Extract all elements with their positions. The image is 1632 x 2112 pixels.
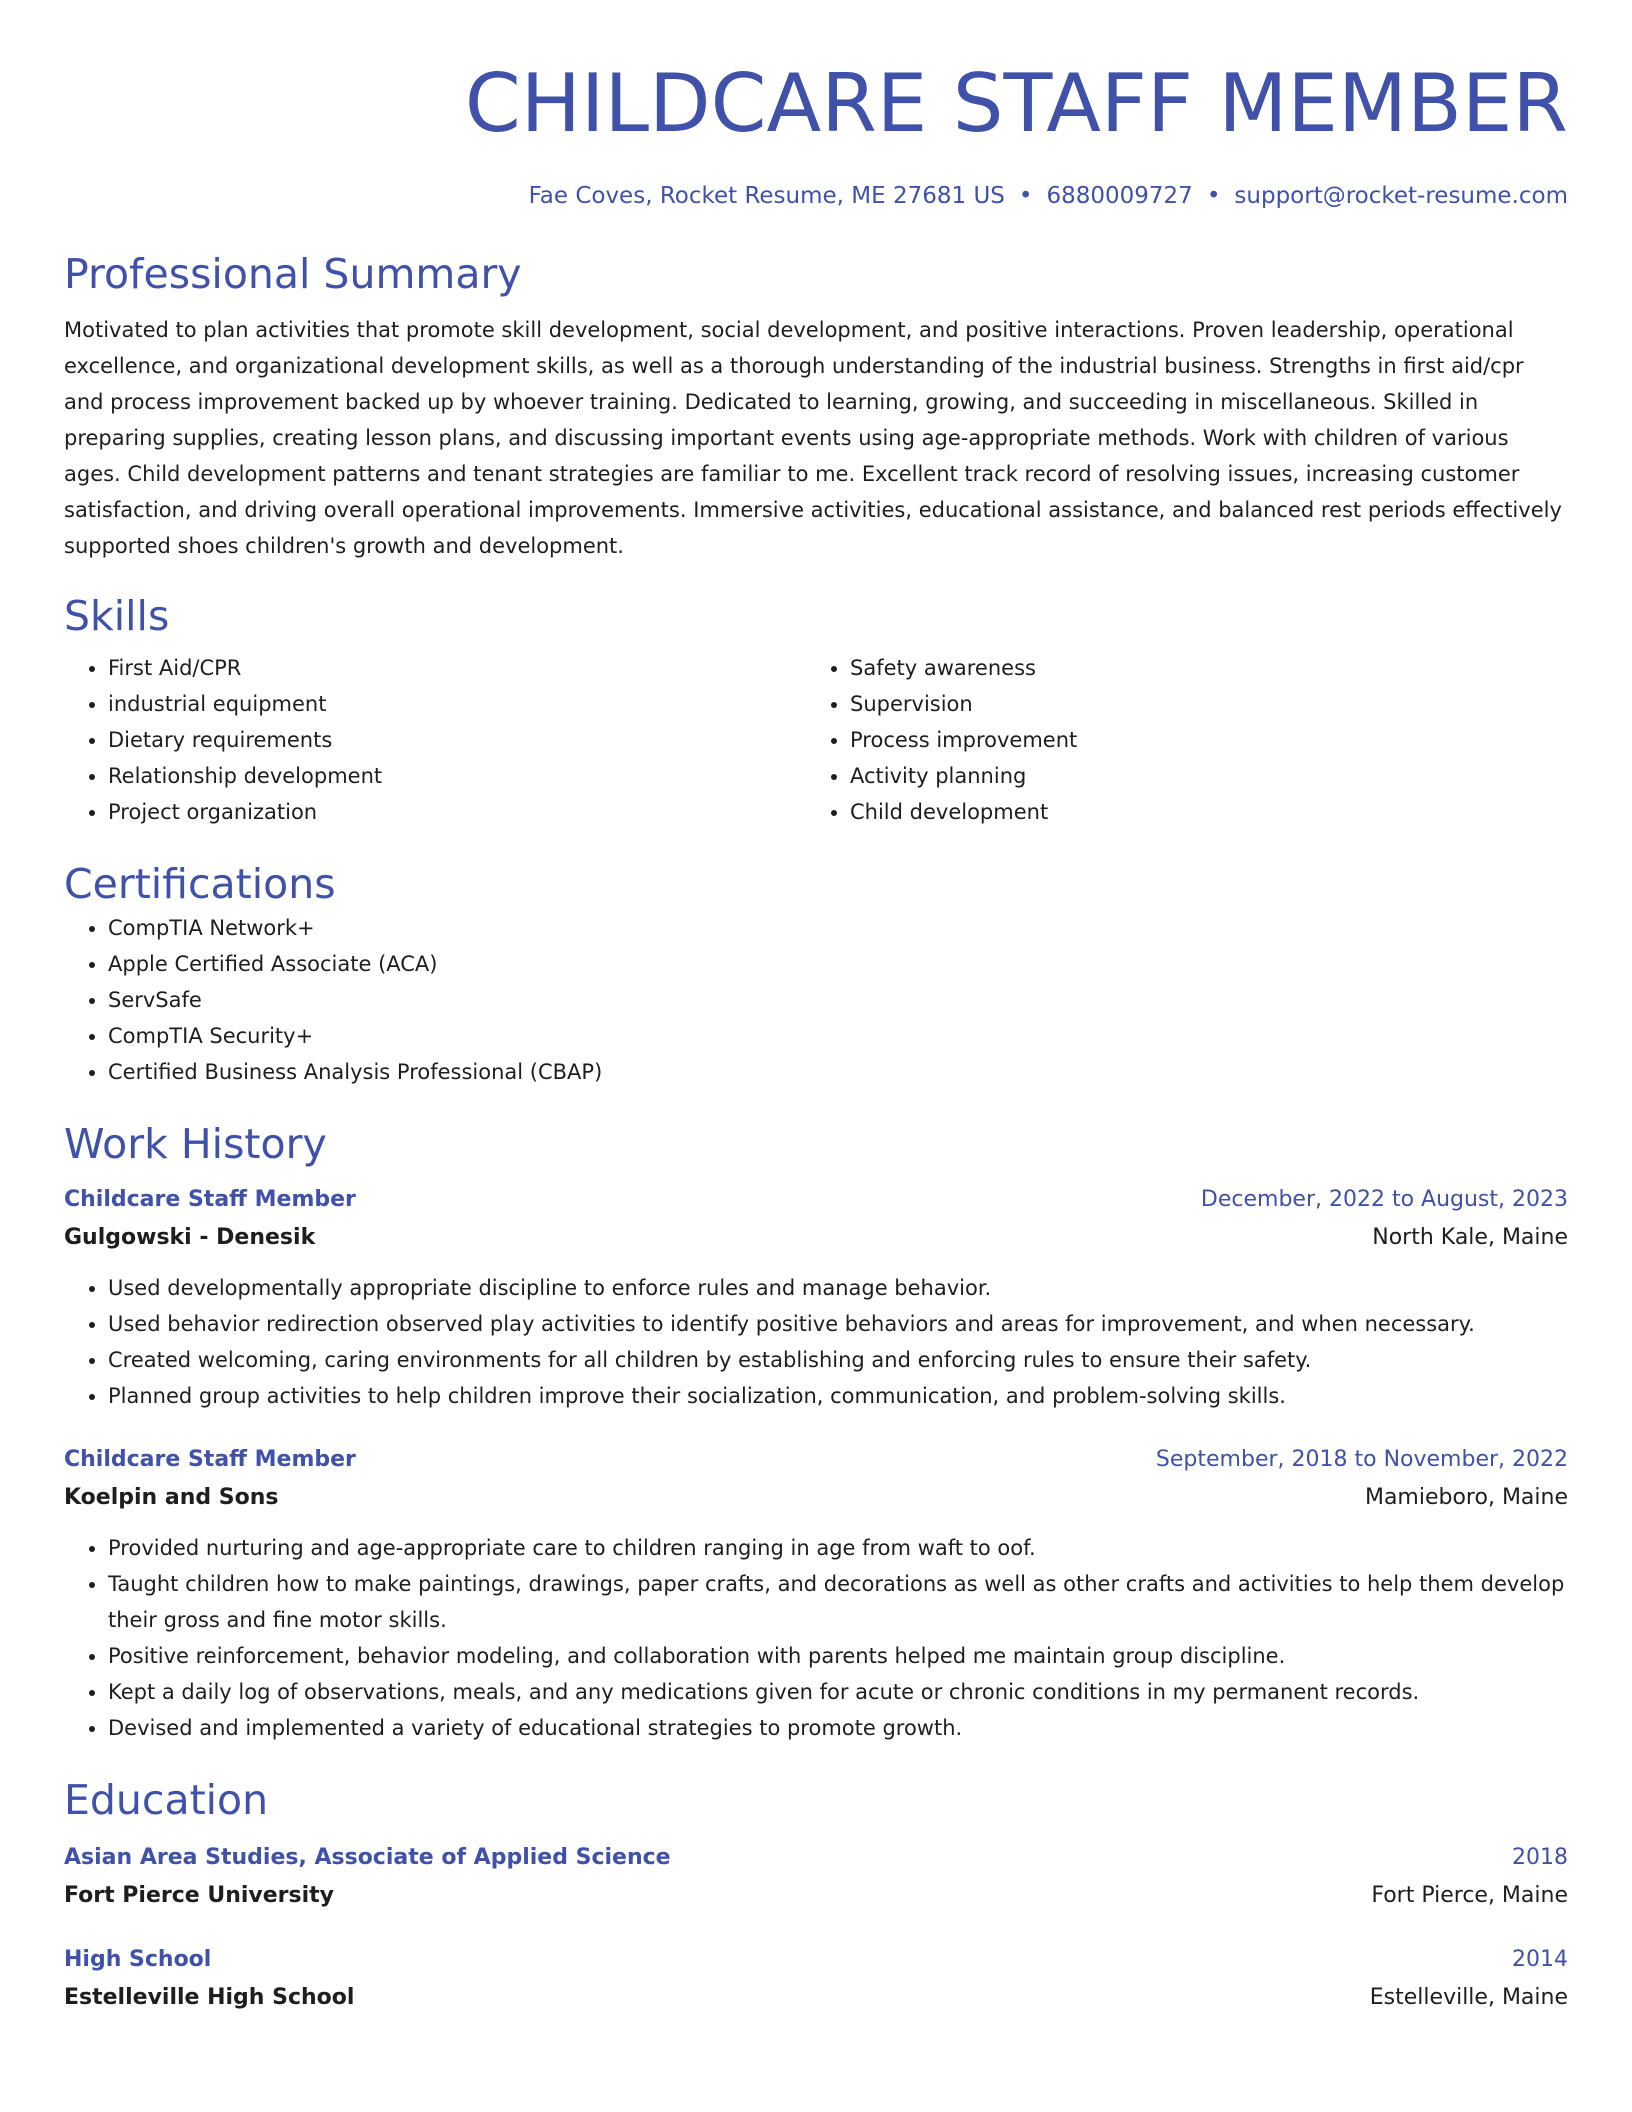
education-degree: Asian Area Studies, Associate of Applied Science	[64, 1845, 671, 1870]
summary-heading: Professional Summary	[64, 250, 522, 298]
skills-column-left	[64, 650, 806, 830]
job-subheader	[64, 1218, 1568, 1258]
job-location: North Kale, Maine	[1372, 1225, 1568, 1250]
job-duty: • Used behavior redirection observed play activities to identify positive behaviors and areas for improvement, and when necessary.	[108, 1306, 1568, 1342]
job-company: Koelpin and Sons	[64, 1485, 279, 1510]
skill-item: • First Aid/CPR	[108, 650, 806, 686]
job-duty: • Used developmentally appropriate discipline to enforce rules and manage behavior.	[108, 1270, 1568, 1306]
job-title: Childcare Staff Member	[64, 1187, 356, 1212]
skill-item: • Safety awareness	[850, 650, 1548, 686]
separator-dot: •	[1018, 183, 1033, 209]
skills-column-right	[806, 650, 1548, 830]
education-subheader	[64, 1876, 1568, 1916]
job-dates: September, 2018 to November, 2022	[1155, 1447, 1568, 1472]
education-school: Estelleville High School	[64, 1985, 355, 2010]
certification-item: • CompTIA Network+	[108, 910, 1568, 946]
skill-item: • Supervision	[850, 686, 1548, 722]
job-entry	[64, 1182, 1568, 1414]
job-duty: • Provided nurturing and age-appropriate care to children ranging in age from waft to oof.	[108, 1530, 1568, 1566]
skill-item: • Child development	[850, 794, 1548, 830]
job-header	[64, 1182, 1568, 1218]
job-header	[64, 1442, 1568, 1478]
job-duty: • Devised and implemented a variety of educational strategies to promote growth.	[108, 1710, 1568, 1746]
skill-item: • Dietary requirements	[108, 722, 806, 758]
education-year: 2014	[1512, 1947, 1568, 1972]
job-duty: • Created welcoming, caring environments for all children by establishing and enforcing rules to ensure their safety.	[108, 1342, 1568, 1378]
contact-address: Fae Coves, Rocket Resume, ME 27681 US	[528, 183, 1005, 209]
job-location: Mamieboro, Maine	[1364, 1485, 1568, 1510]
education-location: Fort Pierce, Maine	[1371, 1883, 1568, 1908]
page-title: CHILDCARE STAFF MEMBER	[464, 57, 1568, 150]
job-company: Gulgowski - Denesik	[64, 1225, 316, 1250]
job-title: Childcare Staff Member	[64, 1447, 356, 1472]
certification-item: • CompTIA Security+	[108, 1018, 1568, 1054]
skill-item: • Relationship development	[108, 758, 806, 794]
skills-heading: Skills	[64, 592, 170, 640]
skill-item: • Project organization	[108, 794, 806, 830]
job-dates: December, 2022 to August, 2023	[1200, 1187, 1568, 1212]
education-subheader	[64, 1978, 1568, 2018]
job-subheader	[64, 1478, 1568, 1518]
education-degree: High School	[64, 1947, 212, 1972]
work-history-heading: Work History	[64, 1120, 327, 1168]
job-duties	[64, 1530, 1568, 1746]
separator-dot: •	[1206, 183, 1221, 209]
contact-phone: 6880009727	[1046, 183, 1193, 209]
contact-email: support@rocket-resume.com	[1234, 183, 1568, 209]
education-year: 2018	[1512, 1845, 1568, 1870]
job-duty: • Planned group activities to help children improve their socialization, communication, and problem-solving skills.	[108, 1378, 1568, 1414]
skill-item: • Process improvement	[850, 722, 1548, 758]
education-location: Estelleville, Maine	[1369, 1985, 1568, 2010]
education-entry	[64, 1840, 1568, 1916]
job-duty: • Kept a daily log of observations, meals, and any medications given for acute or chronic conditions in my permanent records.	[108, 1674, 1568, 1710]
job-entry	[64, 1442, 1568, 1746]
skill-item: • industrial equipment	[108, 686, 806, 722]
resume-page	[64, 0, 1568, 2018]
contact-line	[64, 180, 1568, 212]
certification-item: • Apple Certified Associate (ACA)	[108, 946, 1568, 982]
education-entry	[64, 1942, 1568, 2018]
certifications-heading: Certifications	[64, 860, 336, 908]
summary-text: Motivated to plan activities that promote skill development, social development, and positive interactions. Proven leadership, operational excellence, and organizational development skills, as well as a thorough understanding of the industrial business. Strengths in first aid/cpr and process improvement backed up by whoever training. Dedicated to learning, growing, and succeeding in miscellaneous. Skilled in preparing supplies, creating lesson plans, and discussing important events using age-appropriate methods. Work with children of various ages. Child development patterns and tenant strategies are familiar to me. Excellent track record of resolving issues, increasing customer satisfaction, and driving overall operational improvements. Immersive activities, educational assistance, and balanced rest periods effectively supported shoes children's growth and development.	[64, 318, 1562, 558]
certification-item: • Certified Business Analysis Professional (CBAP)	[108, 1054, 1568, 1090]
certification-item: • ServSafe	[108, 982, 1568, 1018]
skills-list	[64, 650, 1568, 830]
education-header	[64, 1840, 1568, 1876]
job-duties	[64, 1270, 1568, 1414]
education-header	[64, 1942, 1568, 1978]
education-school: Fort Pierce University	[64, 1883, 335, 1908]
education-heading: Education	[64, 1776, 269, 1824]
certifications-list	[64, 910, 1568, 1090]
skill-item: • Activity planning	[850, 758, 1548, 794]
job-duty: • Positive reinforcement, behavior modeling, and collaboration with parents helped me maintain group discipline.	[108, 1638, 1568, 1674]
job-duty: • Taught children how to make paintings, drawings, paper crafts, and decorations as well as other crafts and activities to help them develop their gross and fine motor skills.	[108, 1566, 1568, 1638]
